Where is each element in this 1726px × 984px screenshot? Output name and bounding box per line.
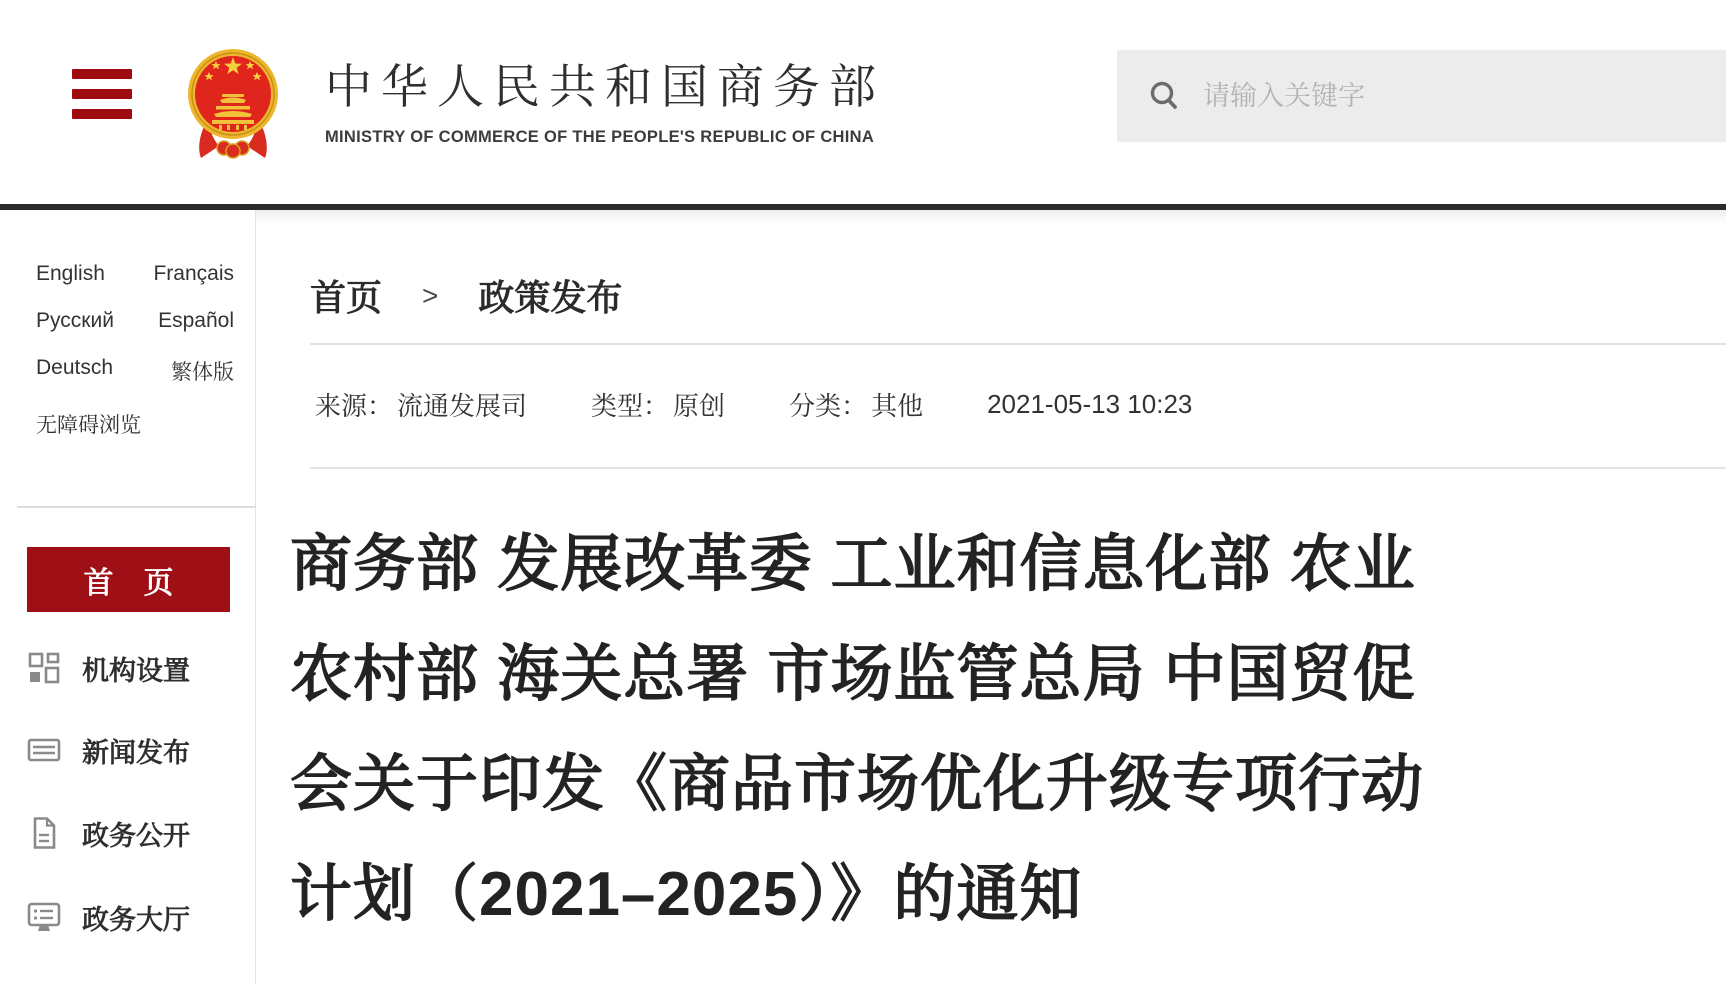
national-emblem-logo[interactable] xyxy=(186,36,280,162)
article-title-line: 计划（2021–2025）》的通知 xyxy=(290,860,1083,929)
meta-source: 来源： 流通发展司 xyxy=(315,391,528,421)
site-title-en: MINISTRY OF COMMERCE OF THE PEOPLE'S REPUBLIC OF CHINA xyxy=(325,128,875,146)
search-box[interactable] xyxy=(1117,50,1726,142)
meta-datetime: 2021-05-13 10:23 xyxy=(987,389,1193,419)
sidebar-item-label: 政务大厅 xyxy=(82,904,190,935)
hamburger-icon[interactable] xyxy=(72,69,132,119)
article-title-line: 农村部 海关总署 市场监管总局 中国贸促 xyxy=(290,640,1416,709)
site-title xyxy=(325,50,885,147)
breadcrumb-separator: > xyxy=(422,279,439,311)
meta-category: 分类： 其他 xyxy=(789,391,924,421)
news-icon xyxy=(27,732,61,768)
lang-link-traditional-chinese[interactable]: 繁体版 xyxy=(171,361,234,384)
search-input[interactable] xyxy=(1203,81,1726,112)
article-meta xyxy=(315,386,1192,423)
breadcrumb xyxy=(310,270,622,321)
sidebar-divider xyxy=(17,506,256,508)
sidebar-item-label: 政务公开 xyxy=(82,820,190,851)
article-title-line: 商务部 发展改革委 工业和信息化部 农业 xyxy=(290,530,1416,599)
language-links xyxy=(36,262,234,462)
sidebar-item-org-structure[interactable] xyxy=(27,647,255,689)
sidebar xyxy=(0,210,256,984)
article-title xyxy=(290,510,1480,950)
main-content xyxy=(290,210,1726,984)
lang-link-english[interactable]: English xyxy=(36,262,105,285)
lang-link-russian[interactable]: Русский xyxy=(36,309,114,332)
sidebar-item-news[interactable] xyxy=(27,729,255,771)
article-title-line: 会关于印发《商品市场优化升级专项行动 xyxy=(290,750,1425,819)
sidebar-item-service-hall[interactable] xyxy=(27,896,255,938)
content-divider-top xyxy=(310,343,1726,345)
accessibility-link[interactable]: 无障碍浏览 xyxy=(36,414,141,437)
search-icon xyxy=(1147,79,1181,113)
service-hall-icon xyxy=(27,899,61,935)
site-header xyxy=(0,0,1726,204)
breadcrumb-current-link[interactable]: 政策发布 xyxy=(478,277,623,318)
sidebar-item-label: 机构设置 xyxy=(82,655,190,686)
lang-link-espanol[interactable]: Español xyxy=(158,309,234,332)
meta-type: 类型： 原创 xyxy=(591,391,726,421)
site-title-zh: 中华人民共和国商务部 xyxy=(325,60,885,113)
lang-link-francais[interactable]: Français xyxy=(153,262,234,285)
sidebar-item-label: 新闻发布 xyxy=(82,737,190,768)
breadcrumb-home-link[interactable]: 首页 xyxy=(310,277,383,318)
sidebar-item-gov-disclosure[interactable] xyxy=(27,812,255,854)
content-divider-bottom xyxy=(310,467,1726,469)
lang-link-deutsch[interactable]: Deutsch xyxy=(36,356,114,379)
org-structure-icon xyxy=(27,650,61,686)
home-button[interactable]: 首 页 xyxy=(27,547,230,612)
document-icon xyxy=(27,815,61,851)
